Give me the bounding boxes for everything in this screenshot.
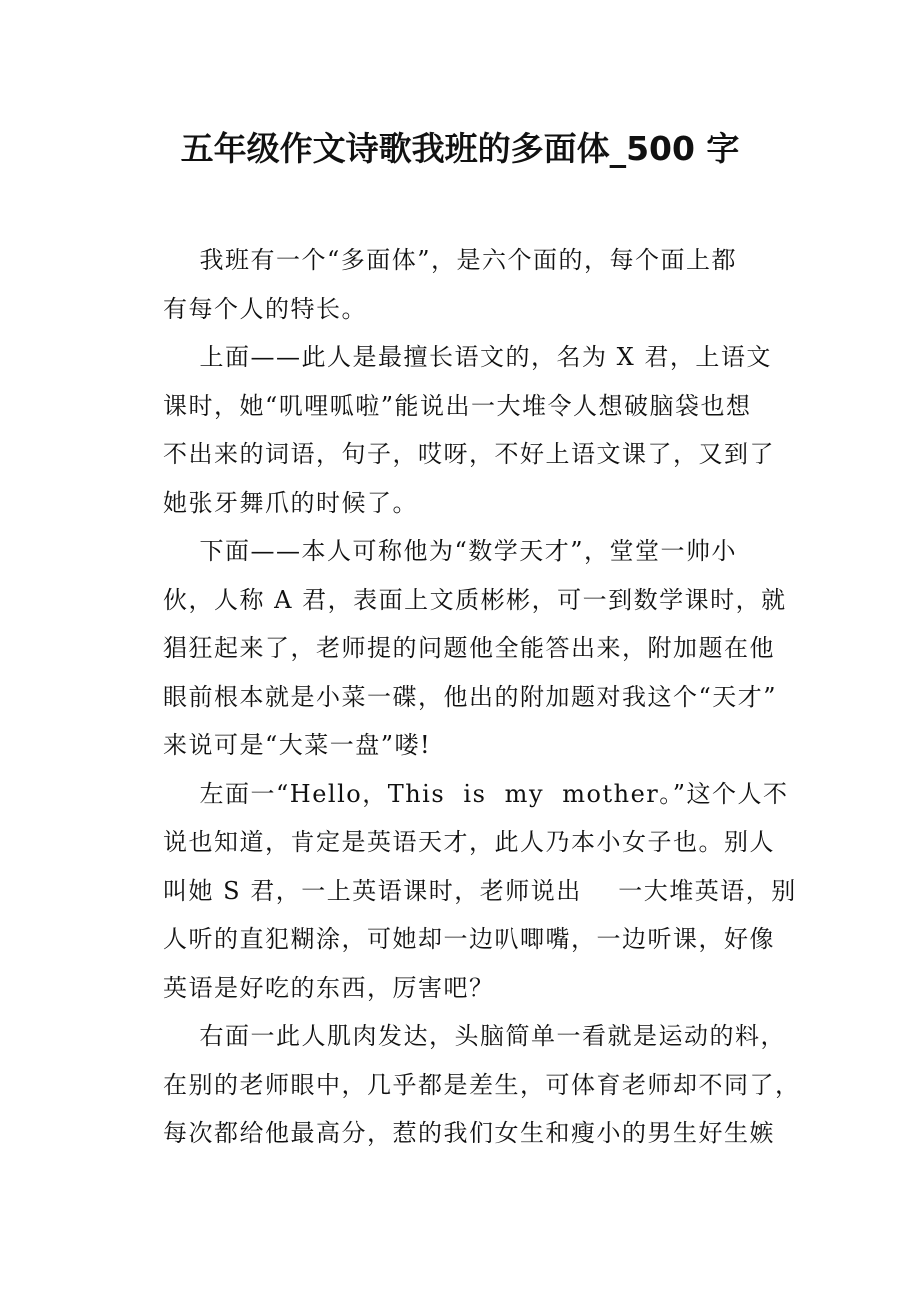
body-line: 有每个人的特长。 xyxy=(163,294,367,323)
body-line: 每次都给他最高分，惹的我们女生和瘦小的男生好生嫉 xyxy=(163,1119,775,1147)
body-line: 她张牙舞爪的时候了。 xyxy=(163,488,418,517)
document-body xyxy=(163,236,801,1158)
body-line: 人听的直犯糊涂，可她却一边叭唧嘴，一边听课，好像 xyxy=(163,925,775,953)
body-line: 来说可是“大菜一盘”喽! xyxy=(163,731,432,759)
body-line: 上面——此人是最擅长语文的，名为 X 君，上语文 xyxy=(163,343,772,371)
body-line: 左面一“Hello，This is my mother。”这个人不 xyxy=(163,779,789,808)
body-line: 伙，人称 A 君，表面上文质彬彬，可一到数学课时，就 xyxy=(163,585,787,614)
document-title: 五年级作文诗歌我班的多面体_500 字 xyxy=(180,129,740,168)
body-line: 我班有一个“多面体”，是六个面的，每个面上都 xyxy=(163,246,738,274)
body-line: 眼前根本就是小菜一碟，他出的附加题对我这个“天才” xyxy=(163,682,778,711)
body-line: 下面——本人可称他为“数学天才”，堂堂一帅小 xyxy=(163,537,738,565)
body-line: 说也知道，肯定是英语天才，此人乃本小女子也。别人 xyxy=(163,828,775,856)
body-line: 猖狂起来了，老师提的问题他全能答出来，附加题在他 xyxy=(163,634,775,662)
body-line: 课时，她“叽哩呱啦”能说出一大堆令人想破脑袋也想 xyxy=(163,391,752,420)
body-line: 右面一此人肌肉发达，头脑简单一看就是运动的料， xyxy=(163,1022,787,1050)
body-line: 叫她 S 君，一上英语课时，老师说出 一大堆英语，别 xyxy=(163,876,797,905)
body-line: 不出来的词语，句子，哎呀，不好上语文课了，又到了 xyxy=(163,440,775,468)
body-line: 英语是好吃的东西，厉害吧？ xyxy=(163,973,495,1002)
body-line: 在别的老师眼中，几乎都是差生，可体育老师却不同了， xyxy=(163,1070,801,1099)
